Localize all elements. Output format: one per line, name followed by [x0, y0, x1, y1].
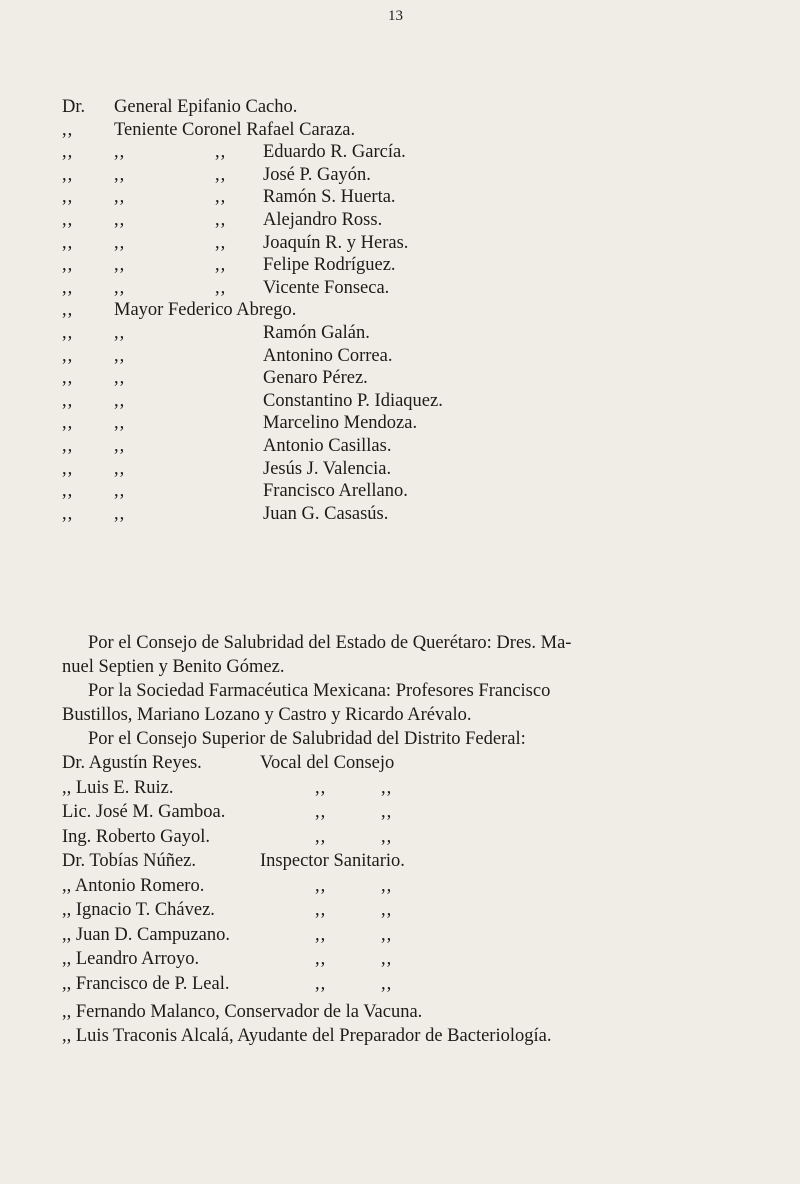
- list-item-text: ,,: [215, 255, 227, 276]
- list-item-text: José P. Gayón.: [263, 164, 371, 185]
- list-item-text: ,,: [381, 973, 393, 994]
- list-item-text: Joaquín R. y Heras.: [263, 232, 409, 253]
- list-item-text: ,,: [62, 368, 74, 389]
- list-item-text: ,,: [62, 277, 74, 298]
- paragraph-queretaro-line1: Por el Consejo de Salubridad del Estado de Querétaro: Dres. Ma-: [88, 633, 572, 653]
- list-item-text: Vocal del Consejo: [260, 753, 395, 773]
- list-item-text: ,, Francisco de P. Leal.: [62, 973, 230, 994]
- list-item-text: ,,: [62, 413, 74, 434]
- list-item-text: ,,: [62, 164, 74, 185]
- list-item-text: ,,: [62, 300, 74, 321]
- list-item-text: ,,: [62, 210, 74, 230]
- list-item-text: Ramón S. Huerta.: [263, 187, 396, 208]
- list-item-text: Genaro Pérez.: [263, 368, 368, 389]
- list-item-text: ,,: [62, 323, 74, 343]
- list-item-text: ,,: [315, 802, 327, 822]
- list-item-malanco: ,, Fernando Malanco, Conservador de la Vacuna.: [62, 1002, 423, 1022]
- list-item-text: ,,: [114, 436, 126, 456]
- list-item-text: ,,: [62, 458, 74, 479]
- list-item-text: ,, Ignacio T. Chávez.: [62, 900, 215, 920]
- list-item-text: ,,: [381, 924, 393, 945]
- list-item-text: ,,: [381, 826, 393, 847]
- list-item-text: ,,: [381, 875, 393, 896]
- list-item-text: Inspector Sanitario.: [260, 851, 405, 871]
- list-item-text: ,,: [114, 232, 126, 253]
- list-item-text: ,,: [114, 345, 126, 366]
- list-item-text: ,, Luis E. Ruiz.: [62, 777, 174, 798]
- list-item-text: ,,: [114, 481, 126, 502]
- list-item-text: Ramón Galán.: [263, 323, 370, 343]
- list-item-text: ,,: [114, 210, 126, 230]
- list-item-text: ,,: [315, 826, 327, 847]
- list-item-text: Dr. Tobías Núñez.: [62, 851, 197, 871]
- paragraph-farmaceutica-line2: Bustillos, Mariano Lozano y Castro y Ricardo Arévalo.: [62, 705, 472, 725]
- list-item-text: ,,: [315, 777, 327, 798]
- list-item-text: ,,: [62, 481, 74, 502]
- list-item-text: ,,: [62, 255, 74, 276]
- list-item-text: ,,: [315, 973, 327, 994]
- list-item-text: ,, Antonio Romero.: [62, 875, 205, 896]
- list-item-text: ,,: [315, 900, 327, 920]
- list-item-text: Antonio Casillas.: [263, 436, 392, 456]
- list-item-text: ,,: [62, 503, 74, 524]
- paragraph-farmaceutica-line1: Por la Sociedad Farmacéutica Mexicana: Profesores Francisco: [88, 681, 551, 701]
- list-item-text: ,,: [114, 187, 126, 208]
- list-item-text: ,,: [114, 255, 126, 276]
- list-item-text: ,,: [114, 413, 126, 434]
- paragraph-queretaro-line2: nuel Septien y Benito Gómez.: [62, 657, 285, 677]
- list-item-text: Dr. Agustín Reyes.: [62, 753, 202, 773]
- list-item-text: Vicente Fonseca.: [263, 277, 390, 298]
- list-item-text: ,,: [114, 458, 126, 479]
- list-item-text: ,,: [62, 345, 74, 366]
- list-item-text: Lic. José M. Gamboa.: [62, 802, 226, 822]
- page-number: 13: [388, 8, 403, 24]
- list-item-text: ,,: [215, 142, 227, 163]
- list-item-text: Ing. Roberto Gayol.: [62, 826, 210, 847]
- list-item-text: General Epifanio Cacho.: [114, 97, 298, 117]
- list-item-text: ,,: [315, 875, 327, 896]
- list-item-text: ,,: [62, 436, 74, 456]
- list-item-text: ,,: [215, 187, 227, 208]
- list-item-text: ,,: [381, 777, 393, 798]
- list-item-text: ,,: [114, 142, 126, 163]
- list-item-text: ,,: [215, 232, 227, 253]
- list-item-text: ,,: [114, 277, 126, 298]
- list-item-text: Jesús J. Valencia.: [263, 458, 392, 479]
- list-item-traconis: ,, Luis Traconis Alcalá, Ayudante del Preparador de Bacteriología.: [62, 1026, 552, 1046]
- list-item-text: ,,: [381, 900, 393, 920]
- list-item-text: ,,: [62, 142, 74, 163]
- paragraph-consejo-superior: Por el Consejo Superior de Salubridad del Distrito Federal:: [88, 729, 526, 749]
- list-item-text: ,,: [381, 949, 393, 969]
- list-item-text: ,, Juan D. Campuzano.: [62, 924, 231, 945]
- list-item-text: Mayor Federico Abrego.: [114, 300, 297, 321]
- list-item-text: ,,: [62, 390, 74, 411]
- list-item-text: ,,: [114, 323, 126, 343]
- list-item-text: Felipe Rodríguez.: [263, 255, 396, 276]
- list-item-text: Francisco Arellano.: [263, 481, 408, 502]
- list-item-text: Teniente Coronel Rafael Caraza.: [114, 119, 356, 140]
- list-item-text: Alejandro Ross.: [263, 210, 383, 230]
- list-item-text: ,,: [215, 164, 227, 185]
- list-item-text: ,,: [62, 187, 74, 208]
- list-item-text: Dr.: [62, 97, 86, 117]
- list-item-text: ,, Leandro Arroyo.: [62, 949, 200, 969]
- list-item-text: ,,: [114, 368, 126, 389]
- list-item-text: ,,: [315, 949, 327, 969]
- list-item-text: ,,: [114, 390, 126, 411]
- list-item-text: ,,: [381, 802, 393, 822]
- list-item-text: Eduardo R. García.: [263, 142, 406, 163]
- list-item-text: ,,: [114, 164, 126, 185]
- list-item-text: ,,: [215, 277, 227, 298]
- list-item-text: ,,: [215, 210, 227, 230]
- list-item-text: ,,: [62, 119, 74, 140]
- list-item-text: Juan G. Casasús.: [263, 503, 389, 524]
- list-item-text: Constantino P. Idiaquez.: [263, 390, 443, 411]
- list-item-text: ,,: [315, 924, 327, 945]
- list-item-text: Marcelino Mendoza.: [263, 413, 418, 434]
- list-item-text: ,,: [114, 503, 126, 524]
- list-item-text: Antonino Correa.: [263, 345, 393, 366]
- list-item-text: ,,: [62, 232, 74, 253]
